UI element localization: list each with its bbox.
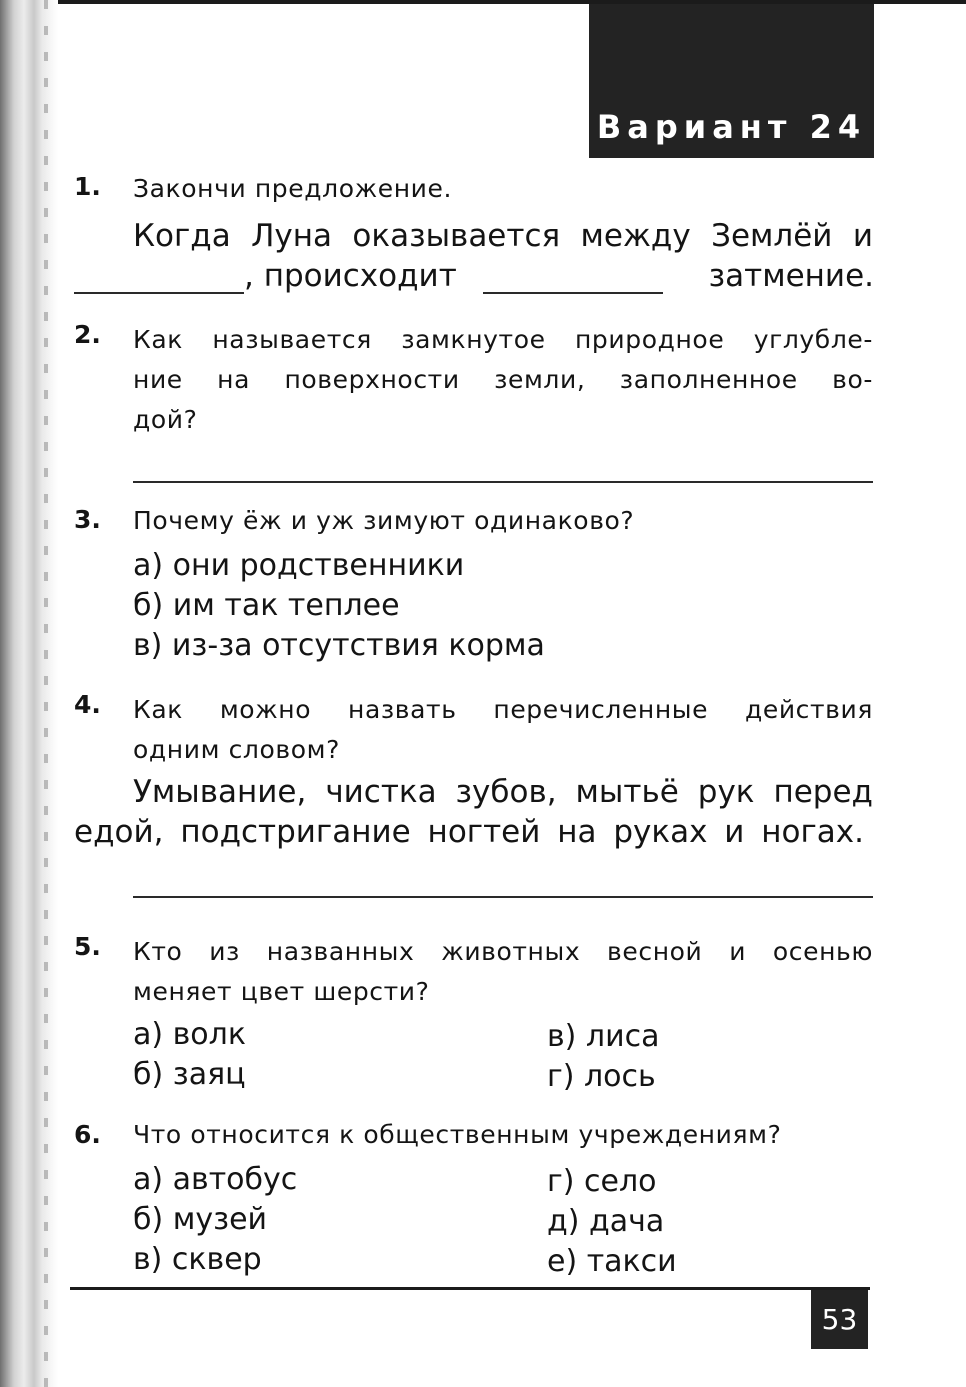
answer-line[interactable]: [133, 481, 873, 483]
answer-option: в) лиса: [547, 1019, 660, 1054]
question-1-prompt: Закончи предложение.: [133, 174, 453, 203]
question-4-line: одним словом?: [133, 735, 340, 764]
question-4-prompt: [133, 690, 873, 770]
answer-option: а) волк: [133, 1017, 246, 1052]
answer-option: б) музей: [133, 1202, 268, 1237]
spiral-binding: [0, 0, 58, 1387]
question-2-line: ние на поверхности земли, заполненное во-: [133, 365, 873, 394]
answer-option: а) автобус: [133, 1162, 298, 1197]
question-5-line: Кто из названных животных весной и осенью: [133, 937, 873, 966]
answer-option: г) лось: [547, 1059, 656, 1094]
answer-line[interactable]: [133, 896, 873, 898]
question-6-prompt: Что относится к общественным учреждениям?: [133, 1120, 782, 1149]
variant-header: [589, 4, 874, 158]
answer-option: а) они родственники: [133, 548, 465, 583]
question-4-line: Как можно назвать перечисленные действия: [133, 695, 873, 724]
question-5-prompt: [133, 932, 873, 1012]
question-2-line: Как называется замкнутое природное углубле-: [133, 325, 873, 354]
answer-option: д) дача: [547, 1204, 665, 1239]
page-number: [811, 1290, 868, 1349]
page-number-text: 53: [821, 1303, 858, 1336]
answer-option: в) из-за отсутствия корма: [133, 628, 545, 663]
variant-title: Вариант 24: [596, 108, 867, 146]
answer-option: б) заяц: [133, 1057, 246, 1092]
bottom-rule: [70, 1287, 870, 1290]
question-1-sentence-line2: [74, 258, 874, 294]
question-1-sentence-line1: Когда Луна оказывается между Землёй и: [133, 218, 873, 254]
answer-blank[interactable]: [483, 264, 663, 294]
answer-option: е) такси: [547, 1244, 677, 1279]
question-4-text-line: Умывание, чистка зубов, мытьё рук перед: [133, 774, 873, 810]
question-4-number: 4.: [74, 690, 101, 719]
question-4-text-line: едой, подстригание ногтей на руках и ногах.: [74, 814, 864, 850]
question-5-line: меняет цвет шерсти?: [133, 977, 430, 1006]
answer-option: г) село: [547, 1164, 657, 1199]
question-2-line: дой?: [133, 405, 198, 434]
question-3-number: 3.: [74, 505, 101, 534]
question-2-prompt: [133, 320, 873, 440]
question-2-number: 2.: [74, 320, 101, 349]
answer-option: в) сквер: [133, 1242, 262, 1277]
question-3-prompt: Почему ёж и уж зимуют одинаково?: [133, 506, 635, 535]
question-1-number: 1.: [74, 172, 101, 201]
answer-option: б) им так теплее: [133, 588, 400, 623]
question-5-number: 5.: [74, 932, 101, 961]
question-1-sentence-middle: , происходит: [244, 258, 457, 294]
answer-blank[interactable]: [74, 264, 244, 294]
question-6-number: 6.: [74, 1120, 101, 1149]
question-1-sentence-end: затмение.: [708, 258, 874, 294]
